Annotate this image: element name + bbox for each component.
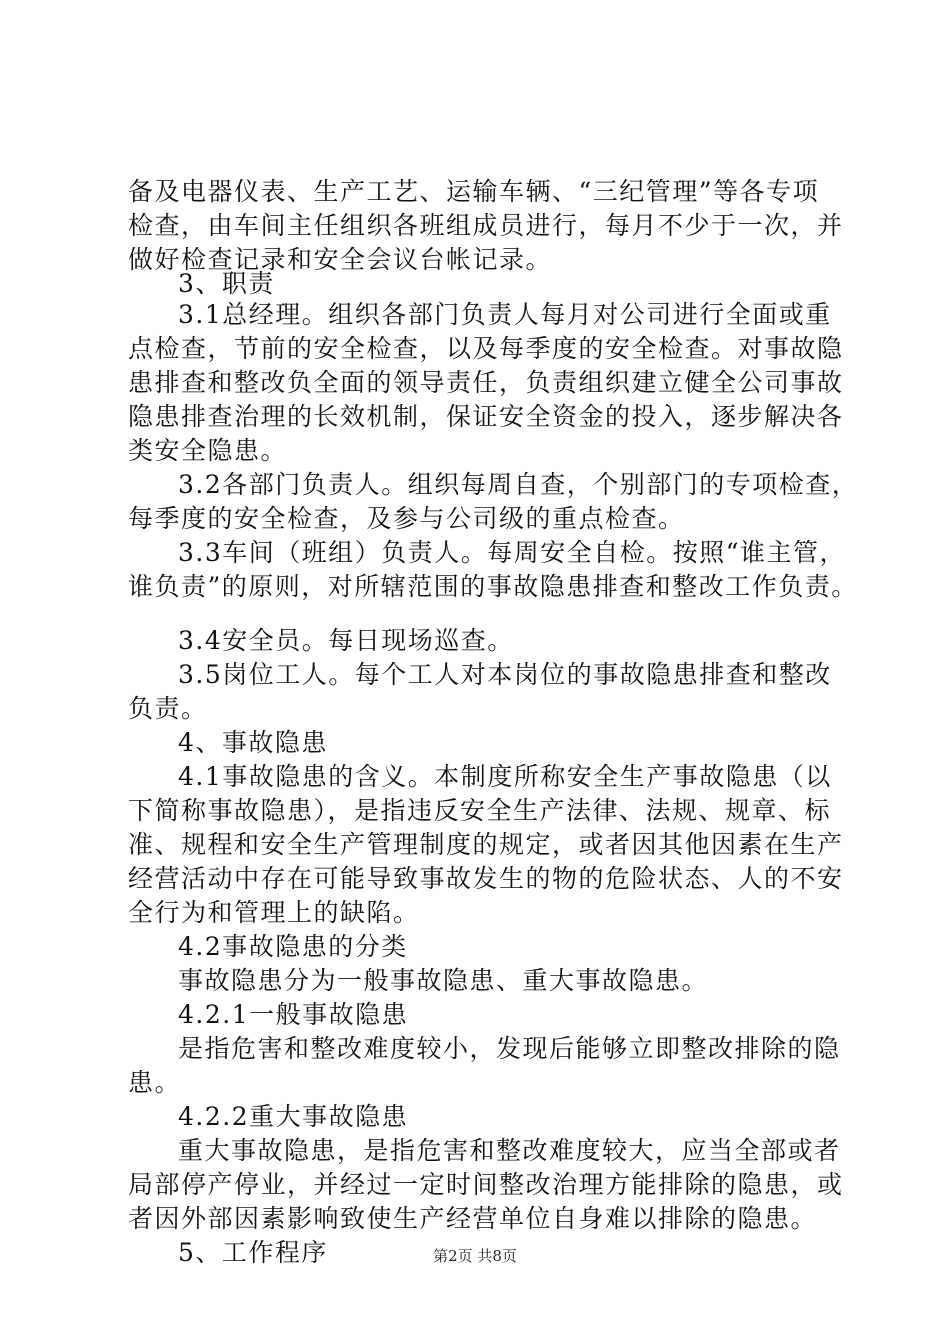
- text-line: 全行为和管理上的缺陷。: [128, 898, 420, 927]
- text-line: 事故隐患分为一般事故隐患、重大事故隐患。: [178, 966, 709, 995]
- text-line: 患。: [128, 1068, 182, 1097]
- text-line: 类安全隐患。: [128, 436, 288, 465]
- text-line: 下简称事故隐患），是指违反安全生产法律、法规、规章、标: [128, 796, 832, 825]
- text-line: 经营活动中存在可能导致事故发生的物的危险状态、人的不安: [128, 864, 844, 893]
- text-line: 是指危害和整改难度较小，发现后能够立即整改排除的隐: [178, 1034, 841, 1063]
- text-line: 负责。: [128, 694, 208, 723]
- text-line: 备及电器仪表、生产工艺、运输车辆、“三纪管理”等各专项: [128, 177, 820, 206]
- section-heading: 5、工作程序: [178, 1238, 328, 1267]
- text-line: 者因外部因素影响致使生产经营单位自身难以排除的隐患。: [128, 1204, 818, 1233]
- text-line: 谁负责”的原则，对所辖范围的事故隐患排查和整改工作负责。: [128, 572, 858, 601]
- text-line: 3.3车间（班组）负责人。每周安全自检。按照“谁主管，: [178, 538, 847, 567]
- text-line: 每季度的安全检查，及参与公司级的重点检查。: [128, 504, 685, 533]
- text-line: 局部停产停业，并经过一定时间整改治理方能排除的隐患，或: [128, 1170, 844, 1199]
- section-heading: 3、职责: [178, 269, 275, 298]
- text-line: 准、规程和安全生产管理制度的规定，或者因其他因素在生产: [128, 830, 844, 859]
- subsection-heading: 4.2.1一般事故隐患: [178, 1000, 409, 1029]
- text-line: 做好检查记录和安全会议台帐记录。: [128, 245, 553, 274]
- text-line: 检查，由车间主任组织各班组成员进行，每月不少于一次，并: [128, 211, 844, 240]
- text-line: 3.1总经理。组织各部门负责人每月对公司进行全面或重: [178, 300, 832, 329]
- page-number-footer: 第2页 共8页: [433, 1247, 517, 1265]
- text-line: 重大事故隐患，是指危害和整改难度较大，应当全部或者: [178, 1136, 841, 1165]
- text-line: 点检查，节前的安全检查，以及每季度的安全检查。对事故隐: [128, 334, 844, 363]
- text-line: 3.4安全员。每日现场巡查。: [178, 626, 514, 655]
- text-line: 4.1事故隐患的含义。本制度所称安全生产事故隐患（以: [178, 762, 832, 791]
- subsection-heading: 4.2事故隐患的分类: [178, 932, 408, 961]
- text-line: 3.2各部门负责人。组织每周自查，个别部门的专项检查，: [178, 470, 859, 499]
- subsection-heading: 4.2.2重大事故隐患: [178, 1102, 409, 1131]
- text-line: 3.5岗位工人。每个工人对本岗位的事故隐患排查和整改: [178, 660, 832, 689]
- text-line: 隐患排查治理的长效机制，保证安全资金的投入，逐步解决各: [128, 402, 844, 431]
- section-heading: 4、事故隐患: [178, 728, 328, 757]
- text-line: 患排查和整改负全面的领导责任，负责组织建立健全公司事故: [128, 368, 844, 397]
